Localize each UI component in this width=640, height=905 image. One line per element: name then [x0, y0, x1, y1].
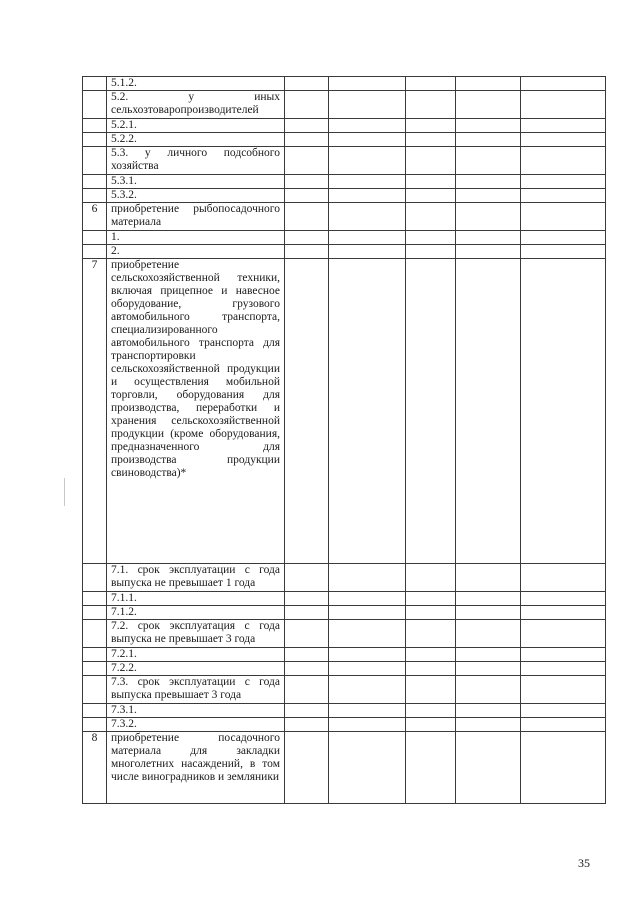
- table-row: [83, 620, 606, 648]
- table-row: [83, 259, 606, 564]
- table-row: [83, 133, 606, 147]
- row-number: [83, 245, 107, 259]
- empty-cell: [456, 147, 521, 175]
- row-number: [83, 133, 107, 147]
- row-description: 7.2. срок эксплуатация с года выпуска не превышает 3 года: [107, 620, 285, 648]
- empty-cell: [329, 189, 406, 203]
- row-description: 5.2.2.: [107, 133, 285, 147]
- row-number: 6: [83, 203, 107, 231]
- row-number: [83, 77, 107, 91]
- empty-cell: [456, 662, 521, 676]
- table-row: [83, 77, 606, 91]
- row-description: приобретение посадочного материала для закладки многолетних насаждений, в том числе виноградников и земляники: [107, 732, 285, 804]
- empty-cell: [406, 704, 456, 718]
- empty-cell: [521, 620, 606, 648]
- empty-cell: [521, 564, 606, 592]
- empty-cell: [406, 147, 456, 175]
- table-row: [83, 175, 606, 189]
- row-description: 5.3. у личного подсобного хозяйства: [107, 147, 285, 175]
- row-description: 7.1.1.: [107, 592, 285, 606]
- empty-cell: [406, 662, 456, 676]
- empty-cell: [406, 77, 456, 91]
- row-description: 5.3.2.: [107, 189, 285, 203]
- empty-cell: [406, 231, 456, 245]
- empty-cell: [456, 564, 521, 592]
- empty-cell: [521, 245, 606, 259]
- row-number: [83, 119, 107, 133]
- row-number: 7: [83, 259, 107, 564]
- row-number: [83, 704, 107, 718]
- empty-cell: [406, 175, 456, 189]
- empty-cell: [521, 259, 606, 564]
- empty-cell: [329, 147, 406, 175]
- empty-cell: [456, 203, 521, 231]
- row-description: 5.3.1.: [107, 175, 285, 189]
- row-number: [83, 564, 107, 592]
- empty-cell: [406, 564, 456, 592]
- row-number: [83, 91, 107, 119]
- empty-cell: [285, 620, 329, 648]
- empty-cell: [456, 77, 521, 91]
- empty-cell: [521, 662, 606, 676]
- empty-cell: [521, 231, 606, 245]
- empty-cell: [285, 245, 329, 259]
- row-description: 5.1.2.: [107, 77, 285, 91]
- empty-cell: [329, 119, 406, 133]
- table-row: [83, 732, 606, 804]
- empty-cell: [285, 203, 329, 231]
- empty-cell: [285, 606, 329, 620]
- table-row: [83, 564, 606, 592]
- empty-cell: [456, 732, 521, 804]
- empty-cell: [456, 592, 521, 606]
- empty-cell: [406, 189, 456, 203]
- empty-cell: [521, 119, 606, 133]
- empty-cell: [456, 245, 521, 259]
- row-number: [83, 231, 107, 245]
- empty-cell: [521, 704, 606, 718]
- empty-cell: [406, 245, 456, 259]
- table-row: [83, 245, 606, 259]
- empty-cell: [406, 718, 456, 732]
- empty-cell: [456, 189, 521, 203]
- empty-cell: [406, 203, 456, 231]
- empty-cell: [406, 676, 456, 704]
- empty-cell: [329, 592, 406, 606]
- table-row: [83, 704, 606, 718]
- empty-cell: [329, 231, 406, 245]
- row-number: [83, 676, 107, 704]
- empty-cell: [329, 175, 406, 189]
- empty-cell: [456, 91, 521, 119]
- empty-cell: [456, 259, 521, 564]
- empty-cell: [329, 620, 406, 648]
- row-description: приобретение сельскохозяйственной техники, включая прицепное и навесное оборудование, грузового автомобильного транспорта, специализированного автомобильного транспорта для транспортировки сельскохозяйственной продукции и осуществления мобильной торговли, оборудования для производства, переработки и хранения сельскохозяйственной продукции (кроме оборудования, предназначенного для производства продукции свиноводства)*: [107, 259, 285, 564]
- empty-cell: [521, 676, 606, 704]
- row-description: приобретение рыбопосадочного материала: [107, 203, 285, 231]
- row-number: [83, 718, 107, 732]
- empty-cell: [285, 189, 329, 203]
- empty-cell: [285, 564, 329, 592]
- empty-cell: [521, 718, 606, 732]
- empty-cell: [329, 718, 406, 732]
- table-row: [83, 592, 606, 606]
- row-number: 8: [83, 732, 107, 804]
- empty-cell: [406, 592, 456, 606]
- empty-cell: [456, 648, 521, 662]
- empty-cell: [329, 662, 406, 676]
- table-row: [83, 662, 606, 676]
- table-row: [83, 203, 606, 231]
- empty-cell: [456, 620, 521, 648]
- empty-cell: [406, 606, 456, 620]
- empty-cell: [329, 245, 406, 259]
- table-row: [83, 91, 606, 119]
- row-description: 7.1. срок эксплуатации с года выпуска не превышает 1 года: [107, 564, 285, 592]
- row-description: 7.2.1.: [107, 648, 285, 662]
- empty-cell: [521, 648, 606, 662]
- empty-cell: [285, 175, 329, 189]
- row-description: 7.1.2.: [107, 606, 285, 620]
- scan-artifact: [64, 478, 65, 506]
- table-row: [83, 189, 606, 203]
- empty-cell: [329, 91, 406, 119]
- empty-cell: [406, 119, 456, 133]
- empty-cell: [329, 676, 406, 704]
- empty-cell: [456, 175, 521, 189]
- empty-cell: [329, 606, 406, 620]
- empty-cell: [456, 231, 521, 245]
- empty-cell: [521, 175, 606, 189]
- empty-cell: [285, 732, 329, 804]
- empty-cell: [285, 77, 329, 91]
- page-number: 35: [578, 856, 590, 870]
- empty-cell: [285, 592, 329, 606]
- row-description: 2.: [107, 245, 285, 259]
- empty-cell: [521, 77, 606, 91]
- empty-cell: [285, 147, 329, 175]
- row-description: 7.3.2.: [107, 718, 285, 732]
- empty-cell: [285, 91, 329, 119]
- empty-cell: [456, 704, 521, 718]
- empty-cell: [329, 259, 406, 564]
- empty-cell: [329, 133, 406, 147]
- empty-cell: [456, 119, 521, 133]
- empty-cell: [329, 564, 406, 592]
- empty-cell: [406, 91, 456, 119]
- empty-cell: [285, 704, 329, 718]
- empty-cell: [285, 648, 329, 662]
- empty-cell: [329, 704, 406, 718]
- row-description: 7.3. срок эксплуатации с года выпуска превышает 3 года: [107, 676, 285, 704]
- row-description: 1.: [107, 231, 285, 245]
- empty-cell: [285, 119, 329, 133]
- table-row: [83, 676, 606, 704]
- table-row: [83, 147, 606, 175]
- empty-cell: [521, 592, 606, 606]
- table-row: [83, 119, 606, 133]
- empty-cell: [285, 662, 329, 676]
- table-row: [83, 648, 606, 662]
- empty-cell: [456, 606, 521, 620]
- empty-cell: [521, 133, 606, 147]
- empty-cell: [285, 718, 329, 732]
- row-number: [83, 189, 107, 203]
- empty-cell: [285, 231, 329, 245]
- row-number: [83, 620, 107, 648]
- empty-cell: [521, 606, 606, 620]
- empty-cell: [406, 259, 456, 564]
- empty-cell: [406, 648, 456, 662]
- empty-cell: [406, 133, 456, 147]
- row-description: 7.2.2.: [107, 662, 285, 676]
- row-number: [83, 606, 107, 620]
- empty-cell: [329, 648, 406, 662]
- empty-cell: [285, 676, 329, 704]
- empty-cell: [521, 203, 606, 231]
- empty-cell: [285, 259, 329, 564]
- empty-cell: [285, 133, 329, 147]
- empty-cell: [521, 147, 606, 175]
- row-number: [83, 175, 107, 189]
- empty-cell: [456, 133, 521, 147]
- empty-cell: [456, 718, 521, 732]
- empty-cell: [329, 732, 406, 804]
- empty-cell: [521, 189, 606, 203]
- row-description: 7.3.1.: [107, 704, 285, 718]
- row-number: [83, 592, 107, 606]
- empty-cell: [406, 732, 456, 804]
- row-number: [83, 147, 107, 175]
- row-number: [83, 648, 107, 662]
- empty-cell: [329, 77, 406, 91]
- data-table: [82, 76, 606, 804]
- empty-cell: [521, 732, 606, 804]
- row-description: 5.2. у иных сельхозтоваропроизводителей: [107, 91, 285, 119]
- table-row: [83, 718, 606, 732]
- row-description: 5.2.1.: [107, 119, 285, 133]
- empty-cell: [406, 620, 456, 648]
- empty-cell: [329, 203, 406, 231]
- empty-cell: [521, 91, 606, 119]
- row-number: [83, 662, 107, 676]
- table-row: [83, 606, 606, 620]
- table-row: [83, 231, 606, 245]
- empty-cell: [456, 676, 521, 704]
